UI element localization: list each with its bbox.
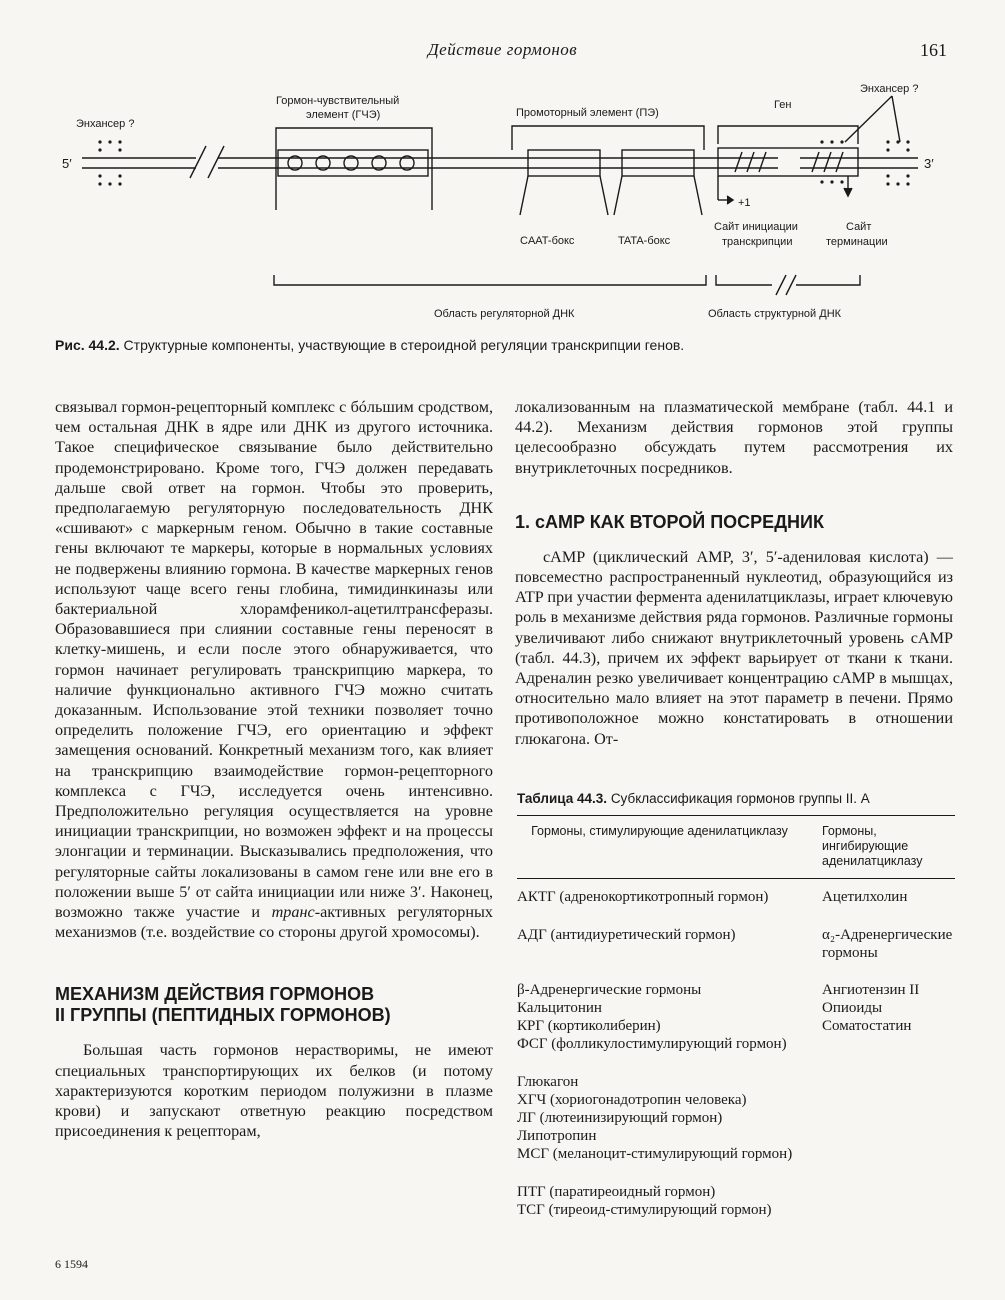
table-row-stimulating-5: КРГ (кортиколиберин) <box>517 1018 661 1034</box>
table-row-stimulating-12: ПТГ (паратиреоидный гормон) <box>517 1184 716 1200</box>
table-top-rule <box>517 815 955 816</box>
label-gene: Ген <box>774 99 792 111</box>
table-row-stimulating-4: Кальцитонин <box>517 1000 602 1016</box>
right-column <box>515 397 953 749</box>
table-row-stimulating-13: ТСГ (тиреоид-стимулирующий гормон) <box>517 1202 772 1218</box>
left-paragraph-2: Большая часть гормонов нерастворимы, не имеют специальных транспортирующих их белков (и потому характеризуются коротким периодом полужизни в плазме крови) и запускают ответную реакцию посредством присоединения к рецепторам, <box>55 1041 493 1141</box>
label-term-line2: терминации <box>826 236 888 248</box>
table-row-inhibiting-1: Ацетилхолин <box>822 889 908 905</box>
running-header: Действие гормонов <box>427 40 578 59</box>
label-plus-one: +1 <box>738 197 751 209</box>
table-row-stimulating-9: ЛГ (лютеинизирующий гормон) <box>517 1110 723 1126</box>
table-row-inhibiting-2: α₂-Адренергические гормоны <box>822 927 953 961</box>
table-col2-header: Гормоны, ингибирующие аденилатциклазу <box>822 824 923 868</box>
table-title-text: Субклассификация гормонов группы II. А <box>610 791 870 806</box>
table-title-label: Таблица 44.3. <box>517 791 608 806</box>
table-row-inhibiting-4: Опиоиды <box>822 1000 883 1016</box>
left-column <box>55 397 493 1142</box>
label-structural-region: Область структурной ДНК <box>708 308 842 320</box>
label-gche-line2: элемент (ГЧЭ) <box>306 109 381 121</box>
table-row-stimulating-10: Липотропин <box>517 1128 597 1144</box>
table-row-stimulating-11: МСГ (меланоцит-стимулирующий гормон) <box>517 1146 793 1162</box>
left-p1-end: -активных регуляторных механизмов (т.е. воздействие со стороны другой хромосомы). <box>55 903 493 942</box>
section-heading-group2 <box>55 984 493 1026</box>
gene-structure-diagram <box>0 70 1005 330</box>
label-promoter: Промоторный элемент (ПЭ) <box>516 107 659 119</box>
table-row-inhibiting-5: Соматостатин <box>822 1018 912 1034</box>
figure-caption-label: Рис. 44.2. <box>55 337 120 353</box>
left-paragraph-1 <box>55 397 493 942</box>
left-p1-text: связывал гормон-рецепторный комплекс с бóльшим сродством, чем остальная ДНК в ядре или ДНК из другого источника. Такое специфическое связывание было действительно продемонстрировано. Кроме того, ГЧЭ должен передавать дальше свой ответ на гормон. Чтобы это проверить, предполагаемую регуляторную последовательность ДНК «сшивают» с маркерным геном. Обычно в такие составные гены включают те маркеры, которые в нормальных условиях не подвержены влиянию гормона. В качестве маркерных генов используют чаще всего гены глобина, тимидинкиназы или бактериальной хлорамфеникол-ацетилтрансферазы. Образовавшиеся при слиянии составные гены переносят в клетку-мишень, и если после этого обнаруживается, что гормон начинает регулировать транскрипцию маркера, то наличие функционально активного ГЧЭ можно считать доказанным. Использование этой техники позволяет точно определить положение ГЧЭ, его ориентацию и эффект замещения оснований. Конкретный механизм того, как влияет на транскрипцию взаимодействие гормон-рецепторного комплекса с ГЧЭ, исследуется очень интенсивно. Предположительно регуляция осуществляется на уровне инициации транскрипции, но возможен эффект и на процессы элонгации и терминации. Высказывались предположения, что регуляторные сайты локализованы в самом гене или вне его в положении выше 5′ от сайта инициации или ниже 3′. Наконец, возможно также участие и <box>55 398 493 922</box>
table-row-stimulating-8: ХГЧ (хориогонадотропин человека) <box>517 1092 747 1108</box>
heading-line2: II ГРУППЫ (ПЕПТИДНЫХ ГОРМОНОВ) <box>55 1005 391 1026</box>
table-row-stimulating-6: ФСГ (фолликулостимулирующий гормон) <box>517 1036 787 1052</box>
table-header-rule <box>517 878 955 879</box>
label-gche-line1: Гормон-чувствительный <box>276 95 400 107</box>
table-row-stimulating-3: β-Адренергические гормоны <box>517 982 702 998</box>
table-row-stimulating-1: АКТГ (адренокортикотропный гормон) <box>517 889 769 905</box>
label-init-line1: Сайт инициации <box>714 221 798 233</box>
section-heading-camp: 1. cAMP КАК ВТОРОЙ ПОСРЕДНИК <box>515 511 824 532</box>
figure-caption-text: Структурные компоненты, участвующие в стероидной регуляции транскрипции генов. <box>123 337 685 353</box>
right-paragraph-2: cAMP (циклический AMP, 3′, 5′-адениловая кислота) — повсеместно распространенный нуклеотид, образующийся из ATP при участии фермента аденилатциклазы, играет ключевую роль в механизме действия ряда гормонов. Различные гормоны увеличивают либо снижают внутриклеточный уровень cAMP (табл. 44.3), причем их эффект варьирует от ткани к ткани. Адреналин резко увеличивает концентрацию cAMP в мышцах, относительно мало влияет на этот параметр в печени. Прямо противоположное можно констатировать в отношении глюкагона. От- <box>515 547 953 748</box>
label-five-prime: 5′ <box>62 156 72 171</box>
label-enhancer-left: Энхансер ? <box>76 118 135 130</box>
table-row-inhibiting-3: Ангиотензин II <box>822 982 920 998</box>
label-caat: CAAT-бокс <box>520 235 575 247</box>
left-p1-italic: транс <box>271 903 315 922</box>
table-row-stimulating-7: Глюкагон <box>517 1074 579 1090</box>
table-row-stimulating-2: АДГ (антидиуретический гормон) <box>517 927 736 943</box>
label-term-line1: Сайт <box>846 221 872 233</box>
page-number: 161 <box>920 40 947 60</box>
label-enhancer-right: Энхансер ? <box>860 83 919 95</box>
printer-signature: 6 1594 <box>55 1257 88 1271</box>
label-regulatory-region: Область регуляторной ДНК <box>434 308 575 320</box>
label-three-prime: 3′ <box>924 156 934 171</box>
label-init-line2: транскрипции <box>722 236 793 248</box>
right-paragraph-1: локализованным на плазматической мембране (табл. 44.1 и 44.2). Механизм действия гормонов этой группы целесообразно обсуждать путем рассмотрения их внутриклеточных посредников. <box>515 398 953 477</box>
heading-line1: МЕХАНИЗМ ДЕЙСТВИЯ ГОРМОНОВ <box>55 984 375 1005</box>
figure-caption <box>55 337 955 353</box>
label-tata: TATA-бокс <box>618 235 671 247</box>
table-title <box>517 791 870 806</box>
table-col1-header: Гормоны, стимулирующие аденилатциклазу <box>531 824 788 838</box>
